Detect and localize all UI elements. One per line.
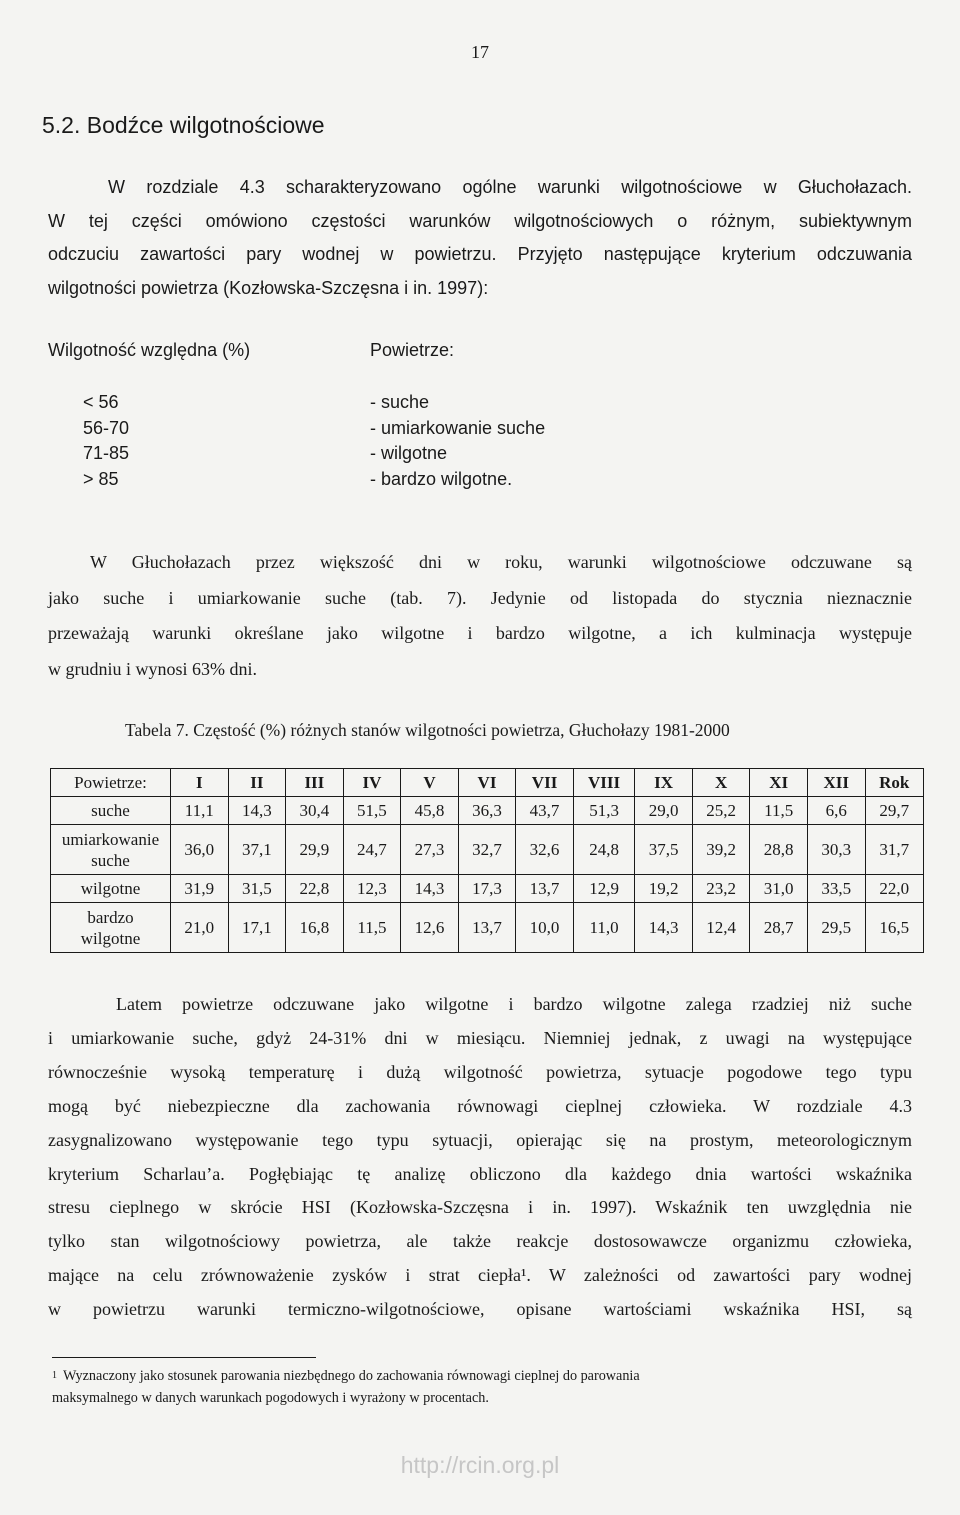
table-cell: 21,0 [171, 903, 229, 953]
paragraph-line: odczuciu zawartości pary wodnej w powietrzu. Przyjęto następujące kryterium odczuwania [48, 244, 912, 265]
table-cell: 28,8 [750, 825, 808, 875]
column-header: VI [458, 769, 516, 797]
column-header: V [401, 769, 459, 797]
paragraph-line: i umiarkowanie suche, gdyż 24-31% dni w miesiącu. Niemniej jednak, z uwagi na występujące [48, 1027, 912, 1048]
table-cell: 14,3 [228, 797, 286, 825]
column-header: VIII [573, 769, 634, 797]
table-cell: 36,0 [171, 825, 229, 875]
table-cell: 28,7 [750, 903, 808, 953]
table-cell: 16,8 [286, 903, 344, 953]
table-cell: 29,9 [286, 825, 344, 875]
criteria-range: < 56 [83, 392, 119, 412]
table-cell: 16,5 [865, 903, 924, 953]
table-cell: 10,0 [516, 903, 574, 953]
paragraph-line: jako suche i umiarkowanie suche (tab. 7). Jedynie od listopada do stycznia nieznacznie [48, 587, 912, 608]
paragraph-line: Latem powietrze odczuwane jako wilgotne i bardzo wilgotne zalega rzadziej niż suche [116, 994, 912, 1014]
column-header: XI [750, 769, 808, 797]
table-cell: 12,4 [692, 903, 750, 953]
column-header: X [692, 769, 750, 797]
table-cell: 43,7 [516, 797, 574, 825]
table-cell: 11,5 [750, 797, 808, 825]
table-cell: 25,2 [692, 797, 750, 825]
paragraph-line: kryterium Scharlau’a. Pogłębiając tę analizę obliczono dla każdego dnia wartości wskaźnika [48, 1163, 912, 1184]
criteria-label: - wilgotne [370, 443, 448, 463]
table-cell: 6,6 [807, 797, 865, 825]
footnote-text: Wyznaczony jako stosunek parowania niezbędnego do zachowania równowagi cieplnej do parowania [63, 1368, 640, 1384]
watermark-url: http://rcin.org.pl [400, 1452, 560, 1478]
criteria-range: 56-70 [83, 417, 130, 438]
table-row [51, 903, 924, 953]
table-cell: 51,3 [573, 797, 634, 825]
table-cell: 51,5 [343, 797, 401, 825]
table-cell: 11,5 [343, 903, 401, 953]
column-header: IX [635, 769, 693, 797]
table-header-label: Powietrze: [51, 769, 171, 797]
row-label-line: bardzo [87, 907, 134, 927]
column-header: II [228, 769, 286, 797]
table-cell: 13,7 [516, 875, 574, 903]
criteria-col2-header: Powietrze: [370, 340, 455, 360]
row-label-line: wilgotne [80, 928, 141, 948]
table-cell: 29,7 [865, 797, 924, 825]
column-header: Rok [865, 769, 924, 797]
footnote-line: maksymalnego w danych warunkach pogodowych i wyrażony w procentach. [52, 1390, 489, 1406]
column-header: XII [807, 769, 865, 797]
paragraph-summary [48, 545, 912, 687]
table-cell: 12,3 [343, 875, 401, 903]
footnote-marker: 1 [52, 1370, 57, 1381]
table-row [51, 875, 924, 903]
paragraph-line: tylko stan wilgotnościowy powietrza, ale także reakcje dostosowawcze organizmu człowieka, [48, 1231, 912, 1252]
table-cell: 31,9 [171, 875, 229, 903]
table-header-row [51, 769, 924, 797]
column-header: I [171, 769, 229, 797]
table-cell: 45,8 [401, 797, 459, 825]
table-cell: 11,0 [573, 903, 634, 953]
table-cell: 11,1 [171, 797, 229, 825]
criteria-col1-header: Wilgotność względna (%) [48, 340, 251, 360]
table-cell: 22,0 [865, 875, 924, 903]
table-cell: 31,0 [750, 875, 808, 903]
paragraph-line: równocześnie wysoką temperaturę i dużą wilgotność powietrza, sytuacje pogodowe tego typu [48, 1061, 912, 1082]
page-number: 17 [471, 42, 489, 62]
paragraph-line: zasygnalizowano występowanie tego typu sytuacji, opierając się na prostym, meteorologicznym [48, 1129, 912, 1150]
table-cell: 17,1 [228, 903, 286, 953]
criteria-row [48, 392, 748, 418]
paragraph-line: w grudniu i wynosi 63% dni. [48, 658, 257, 679]
paragraph-line: W rozdziale 4.3 scharakteryzowano ogólne warunki wilgotnościowe w Głuchołazach. [108, 177, 912, 197]
table-cell: 14,3 [401, 875, 459, 903]
table-row [51, 797, 924, 825]
table-row [51, 825, 924, 875]
row-label [51, 903, 171, 953]
table-cell: 27,3 [401, 825, 459, 875]
criteria-range: > 85 [83, 468, 119, 489]
table-cell: 30,3 [807, 825, 865, 875]
paragraph-line: wilgotności powietrza (Kozłowska-Szczęsna i in. 1997): [48, 277, 489, 298]
paragraph-line: W Głuchołazach przez większość dni w roku, warunki wilgotnościowe odczuwane są [90, 552, 912, 572]
paragraph-line: w powietrzu warunki termiczno-wilgotnościowe, opisane wartościami wskaźnika HSI, są [48, 1299, 912, 1320]
table-cell: 13,7 [458, 903, 516, 953]
paragraph-line: mające na celu zrównoważenie zysków i strat ciepła¹. W zależności od zawartości pary wodnej [48, 1265, 912, 1286]
paragraph-line: stresu cieplnego w skrócie HSI (Kozłowska-Szczęsna i in. 1997). Wskaźnik ten uwzględnia nie [48, 1197, 912, 1218]
column-header: III [286, 769, 344, 797]
table-cell: 29,5 [807, 903, 865, 953]
criteria-row [48, 418, 748, 444]
criteria-label: - umiarkowanie suche [370, 417, 546, 438]
paragraph-hsi [48, 988, 912, 1327]
row-label [51, 825, 171, 875]
row-label: wilgotne [51, 875, 171, 903]
paragraph-line: W tej części omówiono częstości warunków wilgotnościowych o różnym, subiektywnym [48, 210, 912, 231]
row-label-line: suche [91, 850, 130, 870]
table-cell: 30,4 [286, 797, 344, 825]
criteria-label: - bardzo wilgotne. [370, 468, 513, 489]
table-cell: 37,1 [228, 825, 286, 875]
section-heading: 5.2. Bodźce wilgotnościowe [42, 112, 325, 138]
paragraph-line: mogą być niebezpieczne dla zachowania równowagi cieplnej człowieka. W rozdziale 4.3 [48, 1095, 912, 1116]
footnote-divider [52, 1357, 316, 1358]
column-header: VII [516, 769, 574, 797]
paragraph-intro [48, 171, 912, 305]
footnote [52, 1365, 912, 1409]
humidity-table [50, 768, 924, 953]
criteria-range: 71-85 [83, 443, 130, 463]
footnote-line [52, 1365, 912, 1387]
table-cell: 33,5 [807, 875, 865, 903]
criteria-row [48, 469, 748, 495]
table-cell: 39,2 [692, 825, 750, 875]
table-cell: 31,7 [865, 825, 924, 875]
criteria-header-row [48, 340, 748, 392]
table-cell: 31,5 [228, 875, 286, 903]
table-cell: 32,6 [516, 825, 574, 875]
table-cell: 24,7 [343, 825, 401, 875]
table-cell: 22,8 [286, 875, 344, 903]
criteria-label: - suche [370, 392, 430, 412]
table-cell: 37,5 [635, 825, 693, 875]
paragraph-line: przeważają warunki określane jako wilgotne i bardzo wilgotne, a ich kulminacja występuje [48, 623, 912, 643]
table-caption: Tabela 7. Częstość (%) różnych stanów wilgotności powietrza, Głuchołazy 1981-2000 [125, 720, 730, 740]
table-cell: 24,8 [573, 825, 634, 875]
humidity-criteria [48, 340, 748, 494]
criteria-row [48, 443, 748, 469]
table-cell: 12,6 [401, 903, 459, 953]
column-header: IV [343, 769, 401, 797]
row-label-line: umiarkowanie [61, 829, 160, 849]
row-label: suche [51, 797, 171, 825]
table-cell: 19,2 [635, 875, 693, 903]
table-cell: 17,3 [458, 875, 516, 903]
table-cell: 14,3 [635, 903, 693, 953]
table-cell: 12,9 [573, 875, 634, 903]
table-cell: 36,3 [458, 797, 516, 825]
table-cell: 23,2 [692, 875, 750, 903]
table-cell: 32,7 [458, 825, 516, 875]
table-cell: 29,0 [635, 797, 693, 825]
